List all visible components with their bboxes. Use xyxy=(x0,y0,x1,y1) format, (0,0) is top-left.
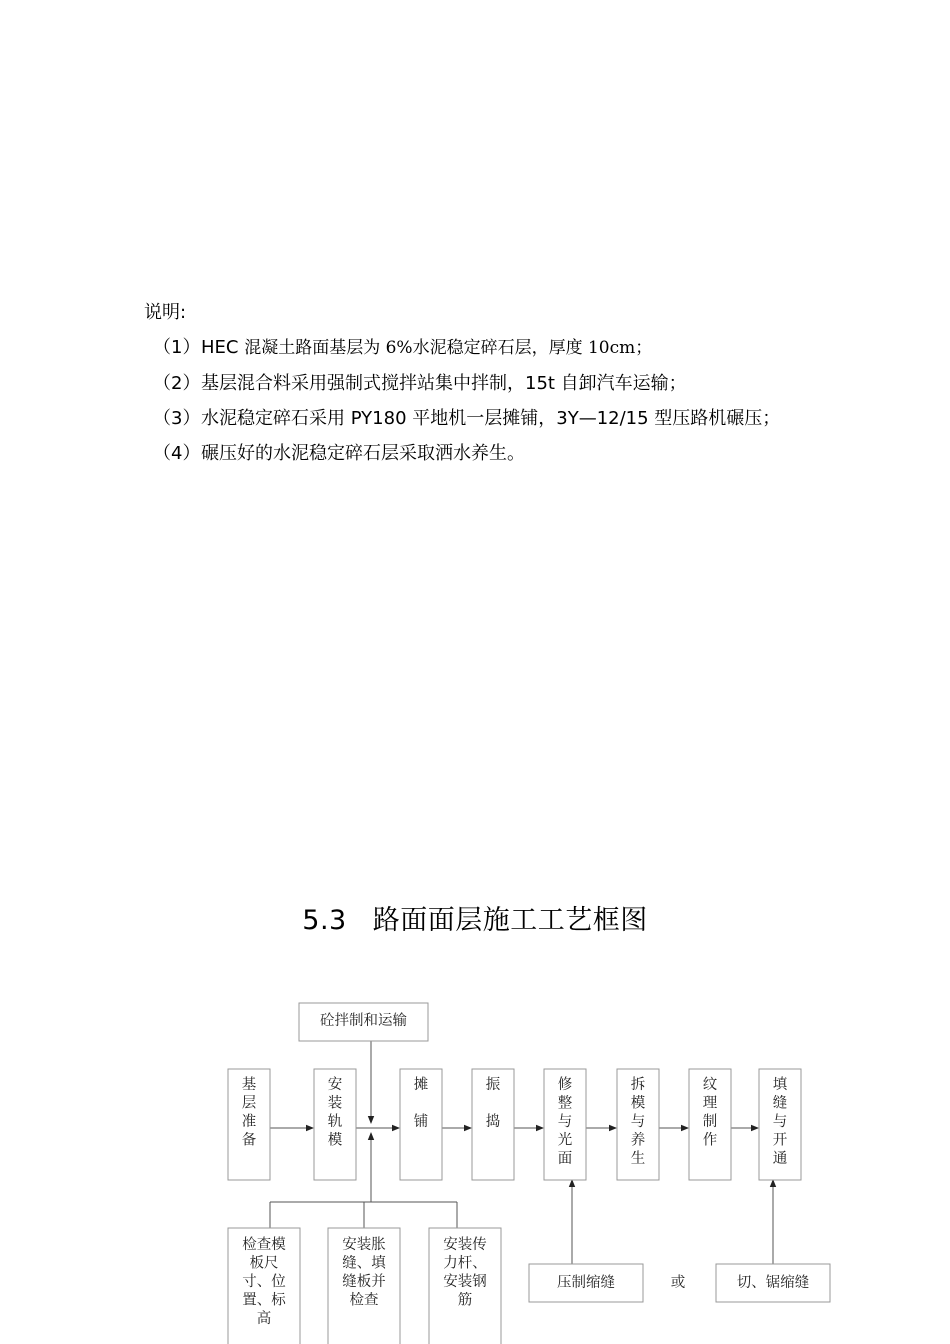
step-spread-text: 摊 xyxy=(413,1077,429,1093)
sub-dowel-rebar-text: 力杆、 xyxy=(443,1255,487,1272)
mixing-transport-box xyxy=(299,1003,428,1041)
or-text: 或 xyxy=(670,1275,686,1291)
step-base-prep xyxy=(228,1069,270,1180)
mixing-transport-box-text: 砼拌制和运输 xyxy=(320,1013,407,1029)
step-spread-text: 铺 xyxy=(413,1114,429,1130)
note-text: 基层混合料采用强制式搅拌站集中拌制，15t 自卸汽车运输； xyxy=(201,373,687,394)
step-texture-text: 理 xyxy=(702,1095,718,1112)
step-finish-surface-text: 与 xyxy=(557,1114,573,1130)
step-texture xyxy=(689,1069,731,1180)
sub-check-forms xyxy=(228,1228,300,1344)
section-number: 5.3 xyxy=(302,905,347,936)
step-strip-cure-text: 拆 xyxy=(630,1077,646,1093)
step-fill-joints-open-text: 缝 xyxy=(772,1095,788,1112)
step-texture-text: 纹 xyxy=(702,1077,718,1093)
step-base-prep-text: 基 xyxy=(241,1077,257,1093)
step-install-rail-forms xyxy=(314,1069,356,1180)
note-number: （1） xyxy=(153,337,201,358)
saw-joint-box xyxy=(716,1264,830,1302)
section-title-text: 路面面层施工工艺框图 xyxy=(372,905,648,936)
press-joint-box xyxy=(529,1264,643,1302)
step-finish-surface-text: 修 xyxy=(557,1077,573,1093)
step-vibrate xyxy=(472,1069,514,1180)
step-fill-joints-open xyxy=(759,1069,801,1180)
notes-label: 说明: xyxy=(144,302,187,323)
step-strip-cure-text: 生 xyxy=(630,1151,646,1167)
step-strip-cure-text: 养 xyxy=(630,1132,646,1149)
note-text-prefix: HEC xyxy=(201,337,245,358)
step-install-rail-forms-text: 装 xyxy=(327,1095,343,1112)
step-texture-text: 作 xyxy=(702,1132,718,1149)
step-base-prep-text: 层 xyxy=(241,1095,257,1112)
sub-expansion-joints-text: 检查 xyxy=(349,1292,379,1309)
step-finish-surface xyxy=(544,1069,586,1180)
sub-dowel-rebar-text: 筋 xyxy=(457,1292,473,1309)
note-text: 水泥稳定碎石采用 PY180 平地机一层摊铺，3Y—12/15 型压路机碾压； xyxy=(201,408,781,429)
step-fill-joints-open-text: 与 xyxy=(772,1114,788,1130)
sub-check-forms-text: 检查模 xyxy=(242,1237,286,1253)
saw-joint-box-text: 切、锯缩缝 xyxy=(736,1275,810,1291)
sub-check-forms-text: 高 xyxy=(256,1311,272,1327)
step-finish-surface-text: 光 xyxy=(557,1132,573,1149)
sub-expansion-joints xyxy=(328,1228,400,1344)
step-base-prep-text: 准 xyxy=(241,1114,257,1130)
sub-dowel-rebar-text: 安装钢 xyxy=(443,1274,487,1290)
note-number: （2） xyxy=(153,373,201,394)
step-strip-cure xyxy=(617,1069,659,1180)
sub-check-forms-text: 板尺 xyxy=(249,1255,279,1272)
step-install-rail-forms-text: 轨 xyxy=(327,1114,343,1130)
step-fill-joints-open-text: 填 xyxy=(772,1077,788,1093)
step-strip-cure-text: 模 xyxy=(630,1095,646,1112)
flow-boxes xyxy=(228,1003,830,1344)
sub-dowel-rebar-text: 安装传 xyxy=(443,1237,487,1253)
note-text: 混凝土路面基层为 6%水泥稳定碎石层，厚度 10cm； xyxy=(244,338,653,358)
step-fill-joints-open-text: 通 xyxy=(772,1151,788,1167)
press-joint-box-text: 压制缩缝 xyxy=(557,1275,615,1291)
step-finish-surface-text: 整 xyxy=(557,1095,573,1112)
sub-dowel-rebar xyxy=(429,1228,501,1344)
step-install-rail-forms-text: 模 xyxy=(327,1132,343,1149)
step-install-rail-forms-text: 安 xyxy=(327,1077,343,1093)
note-number: （4） xyxy=(153,443,201,464)
step-vibrate-text: 捣 xyxy=(485,1114,501,1130)
step-fill-joints-open-text: 开 xyxy=(772,1132,788,1149)
step-strip-cure-text: 与 xyxy=(630,1114,646,1130)
sub-check-forms-text: 寸、位 xyxy=(242,1274,286,1290)
step-texture-text: 制 xyxy=(702,1114,718,1130)
step-vibrate-text: 振 xyxy=(485,1077,501,1093)
step-finish-surface-text: 面 xyxy=(557,1151,573,1167)
sub-expansion-joints-text: 缝板并 xyxy=(342,1274,386,1290)
step-spread xyxy=(400,1069,442,1180)
step-base-prep-text: 备 xyxy=(241,1132,257,1149)
sub-check-forms-text: 置、标 xyxy=(242,1292,286,1309)
sub-expansion-joints-text: 缝、填 xyxy=(342,1255,386,1272)
note-number: （3） xyxy=(153,408,201,429)
sub-expansion-joints-text: 安装胀 xyxy=(342,1237,386,1253)
note-text: 碾压好的水泥稳定碎石层采取洒水养生。 xyxy=(201,443,525,464)
